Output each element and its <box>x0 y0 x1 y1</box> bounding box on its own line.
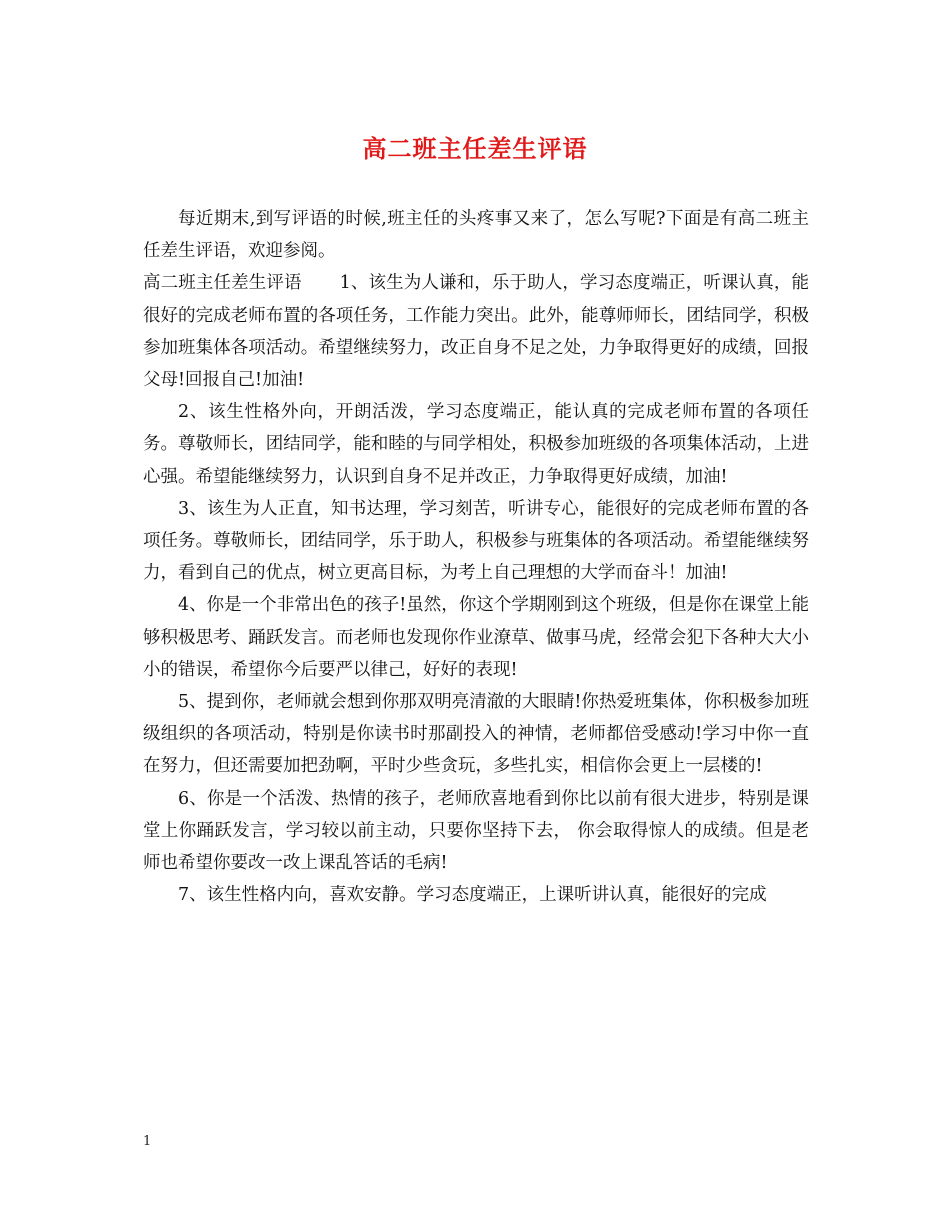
page-number: 1 <box>143 1134 152 1149</box>
comment-text-1: 1、该生为人谦和，乐于助人，学习态度端正，听课认真，能很好的完成老师布置的各项任务，工作能力突出。此外，能尊师师长，团结同学，积极参加班集体各项活动。希望继续努力，改正自身不足之处，力争取得更好的成绩，回报父母!回报自己!加油! <box>143 273 809 391</box>
comment-paragraph-7: 7、该生性格内向，喜欢安静。学习态度端正，上课听讲认真，能很好的完成 <box>178 885 767 906</box>
comment-paragraph-4: 4、你是一个非常出色的孩子!虽然，你这个学期刚到这个班级，但是你在课堂上能够积极思考、踊跃发言。而老师也发现你作业潦草、做事马虎，经常会犯下各种大大小小的错误，希望你今后要严以律己，好好的表现! <box>143 595 809 680</box>
comment-paragraph-6: 6、你是一个活泼、热情的孩子，老师欣喜地看到你比以前有很大进步，特别是课堂上你踊跃发言，学习较以前主动，只要你坚持下去， 你会取得惊人的成绩。但是老师也希望你要改一改上课乱答话的毛病! <box>143 788 809 874</box>
comment-paragraph-1 <box>143 267 809 396</box>
document-body <box>143 203 809 911</box>
comment-paragraph-3: 3、该生为人正直，知书达理，学习刻苦，听讲专心，能很好的完成老师布置的各项任务。尊敬师长，团结同学，乐于助人，积极参与班集体的各项活动。希望能继续努力，看到自己的优点，树立更高目标，为考上自己理想的大学而奋斗！加油! <box>143 498 809 584</box>
section-label: 高二班主任差生评语 <box>143 273 302 294</box>
comment-paragraph-5: 5、提到你，老师就会想到你那双明亮清澈的大眼睛!你热爱班集体，你积极参加班级组织的各项活动，特别是你读书时那副投入的神情，老师都倍受感动!学习中你一直在努力，但还需要加把劲啊，平时少些贪玩，多些扎实，相信你会更上一层楼的! <box>143 692 809 777</box>
comment-paragraph-2: 2、该生性格外向，开朗活泼，学习态度端正，能认真的完成老师布置的各项任务。尊敬师长，团结同学，能和睦的与同学相处，积极参加班级的各项集体活动，上进心强。希望能继续努力，认识到自身不足并改正，力争取得更好成绩，加油! <box>143 402 809 487</box>
document-title: 高二班主任差生评语 <box>362 134 588 163</box>
intro-paragraph: 每近期末,到写评语的时候,班主任的头疼事又来了，怎么写呢?下面是有高二班主任差生评语，欢迎参阅。 <box>143 209 809 262</box>
